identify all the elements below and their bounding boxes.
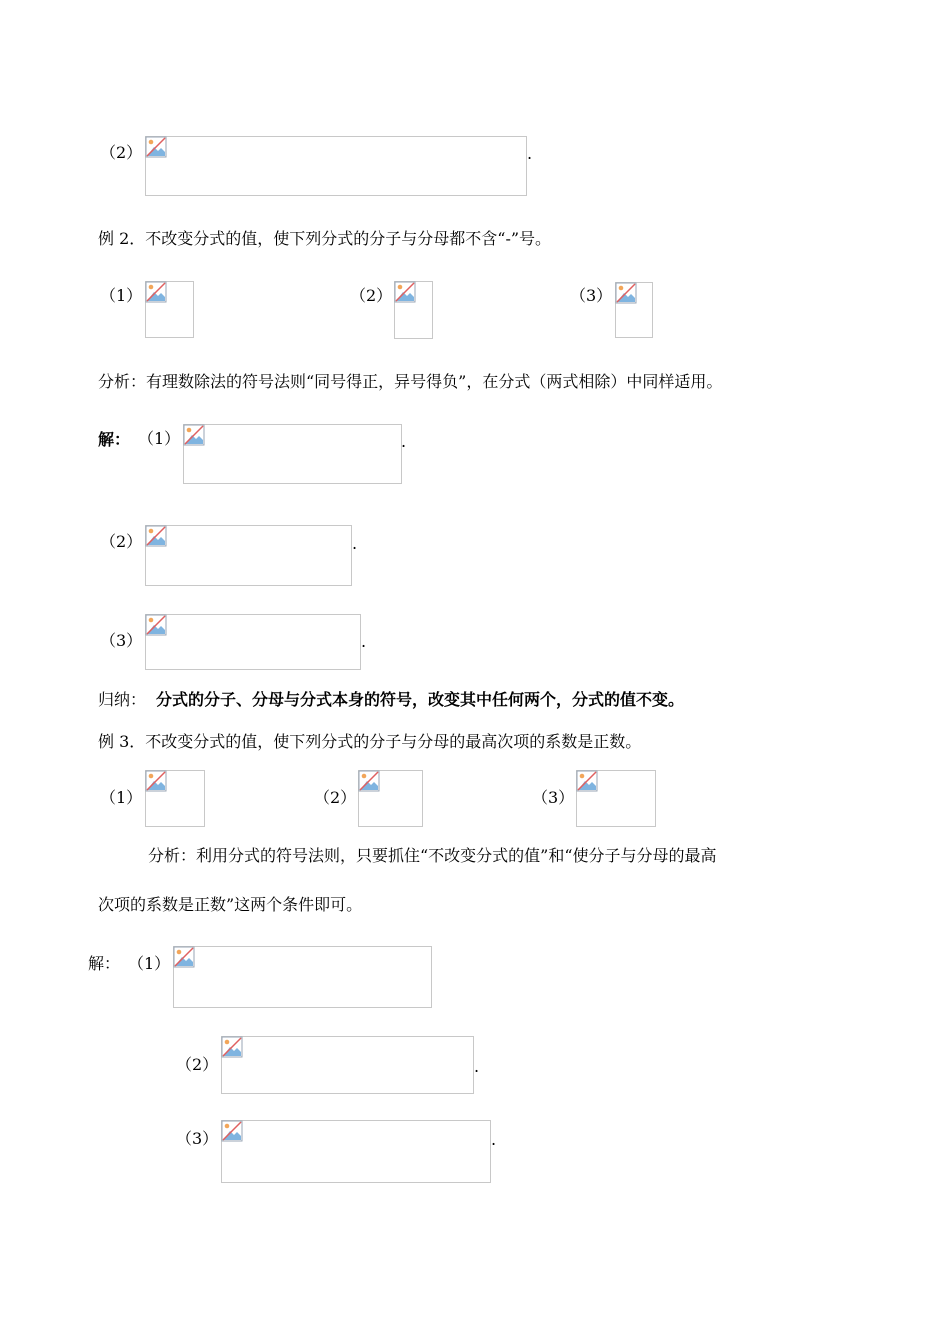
summary-label: 归纳：: [98, 690, 147, 709]
solution-label: 解：: [88, 954, 121, 973]
period: .: [361, 632, 367, 651]
summary-text: 分式的分子、分母与分式本身的符号，改变其中任何两个，分式的值不变。: [156, 690, 685, 709]
example-3-heading: 例 3．不改变分式的值，使下列分式的分子与分母的最高次项的系数是正数。: [98, 732, 642, 751]
formula-image: [183, 424, 402, 484]
item-label: （1）: [100, 286, 143, 305]
broken-image-icon: [145, 281, 167, 303]
formula-image: [221, 1120, 491, 1183]
formula-image: [358, 770, 423, 827]
item-label: （2）: [314, 788, 357, 807]
formula-image: [145, 614, 361, 670]
broken-image-icon: [394, 281, 416, 303]
item-label: （3）: [100, 631, 143, 650]
broken-image-icon: [145, 614, 167, 636]
item-label: （2）: [350, 286, 393, 305]
formula-image: [576, 770, 656, 827]
broken-image-icon: [145, 770, 167, 792]
formula-image: [145, 136, 527, 196]
item-label: （2）: [100, 532, 143, 551]
item-label: （3）: [176, 1129, 219, 1148]
period: .: [474, 1057, 480, 1076]
analysis-text-continued: 次项的系数是正数”这两个条件即可。: [98, 895, 363, 914]
period: .: [352, 534, 358, 553]
formula-image: [145, 770, 205, 827]
broken-image-icon: [173, 946, 195, 968]
broken-image-icon: [576, 770, 598, 792]
analysis-text: 分析：有理数除法的符号法则“同号得正，异号得负”，在分式（两式相除）中同样适用。: [98, 372, 723, 391]
item-label: （3）: [532, 788, 575, 807]
broken-image-icon: [145, 136, 167, 158]
item-label: （1）: [138, 429, 181, 448]
formula-image: [615, 282, 653, 338]
formula-image: [145, 525, 352, 586]
formula-image: [145, 281, 194, 338]
solution-label: 解：: [98, 430, 131, 449]
item-label: （2）: [176, 1055, 219, 1074]
item-label: （1）: [100, 788, 143, 807]
broken-image-icon: [221, 1036, 243, 1058]
item-label: （1）: [128, 954, 171, 973]
item-label: （2）: [100, 143, 143, 162]
broken-image-icon: [358, 770, 380, 792]
period: .: [401, 432, 407, 451]
broken-image-icon: [183, 424, 205, 446]
broken-image-icon: [221, 1120, 243, 1142]
broken-image-icon: [615, 282, 637, 304]
broken-image-icon: [145, 525, 167, 547]
formula-image: [394, 281, 433, 339]
period: .: [527, 144, 533, 163]
item-label: （3）: [570, 286, 613, 305]
example-2-heading: 例 2．不改变分式的值，使下列分式的分子与分母都不含“-”号。: [98, 229, 552, 248]
period: .: [491, 1130, 497, 1149]
formula-image: [221, 1036, 474, 1094]
formula-image: [173, 946, 432, 1008]
analysis-text: 分析：利用分式的符号法则，只要抓住“不改变分式的值”和“使分子与分母的最高: [148, 846, 717, 865]
